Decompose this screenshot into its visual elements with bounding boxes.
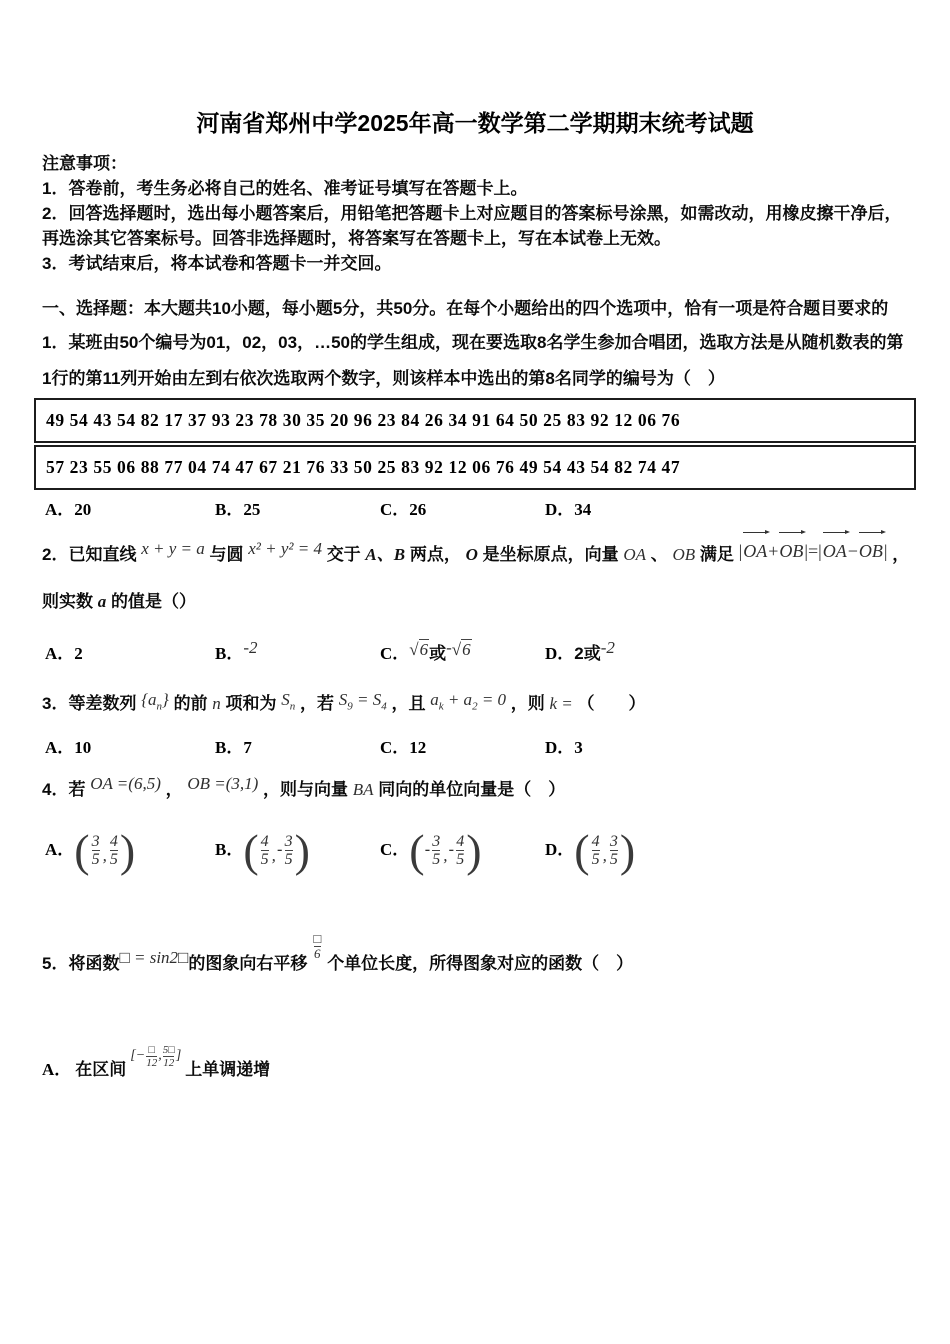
vector-ob: OB <box>672 545 696 564</box>
random-number-table <box>34 398 916 490</box>
q1-option-b: B．25 <box>215 500 261 519</box>
sequence-an: $\{a_n\}$ <box>141 690 169 713</box>
fraction: $\frac{3}{5}$ <box>609 832 618 868</box>
q1-option-a: A．20 <box>45 500 92 519</box>
q4-option-b: B． ( $\frac{4}{5}$ , - $\frac{3}{5}$ ) <box>215 825 310 876</box>
sum-sn: $S_n$ <box>281 690 296 713</box>
question-2-line-1: 2．已知直线 x + y = a 与圆 x² + y² = 4 交于 A、B 两点， O 是坐标原点，向量 OA 、 OB 满足 |OA+OB|=|OA−OB| ， <box>42 537 908 571</box>
vec-ob: OB <box>858 534 884 568</box>
q2-option-c: C．√6或-√6 <box>380 638 471 663</box>
q4-option-d: D． ( $\frac{4}{5}$ , $\frac{3}{5}$ ) <box>545 825 636 876</box>
table-row-1: 49 54 43 54 82 17 37 93 23 78 30 35 20 96 23 84 26 34 91 64 50 25 83 92 12 06 76 <box>34 398 916 443</box>
fraction: $\frac{4}{5}$ <box>109 832 118 868</box>
q2-option-d: D．2或-2 <box>545 638 615 663</box>
fraction: $\frac{3}{5}$ <box>432 832 441 868</box>
interval-expression: [− $\frac{□}{12}$ , $\frac{5□}{12}$ ] <box>130 1043 182 1069</box>
question-1-options <box>42 497 908 523</box>
exam-title: 河南省郑州中学2025年高一数学第二学期期末统考试题 <box>196 110 754 136</box>
q2-option-a: A．2 <box>45 644 83 663</box>
var-a: a <box>97 592 107 611</box>
fraction: $\frac{□}{12}$ <box>146 1043 158 1069</box>
fraction: $\frac{3}{5}$ <box>284 832 293 868</box>
origin-o: O <box>465 545 478 564</box>
fraction: $\frac{4}{5}$ <box>260 832 269 868</box>
q3-option-c: C．12 <box>380 738 427 757</box>
ak-plus-a2: $a_k + a_2 = 0$ <box>430 690 507 713</box>
pi-over-6-fraction: $\frac{□}{6}$ <box>313 931 322 961</box>
fraction: $\frac{4}{5}$ <box>591 832 600 868</box>
question-1-line-2: 1行的第11列开始由左到右依次选取两个数字，则该样本中选出的第8名同学的编号为（ ） <box>42 369 725 388</box>
question-1-line-1: 1．某班由50个编号为01，02，03，…50的学生组成，现在要选取8名学生参加合唱团，选取方法是从随机数表的第 <box>42 333 904 352</box>
fraction: $\frac{3}{5}$ <box>91 832 100 868</box>
function-sin2x: □ = sin2□ <box>119 948 189 967</box>
question-2-line-2: 则实数 a 的值是（） <box>42 592 196 611</box>
q4-option-a: A． ( $\frac{3}{5}$ , $\frac{4}{5}$ ) <box>45 825 136 876</box>
notice-line-1: 1．答卷前，考生务必将自己的姓名、准考证号填写在答题卡上。 <box>42 179 528 198</box>
vec-oa: OA <box>822 534 848 568</box>
q1-option-d: D．34 <box>545 500 592 519</box>
q3-option-d: D．3 <box>545 738 583 757</box>
question-4-line: 4．若 OA =(6,5) ， OB =(3,1) ，则与向量 BA 同向的单位向量是（ ） <box>42 774 566 799</box>
section-1-heading: 一、选择题：本大题共10小题，每小题5分，共50分。在每个小题给出的四个选项中，恰有一项是符合题目要求的 <box>42 299 889 318</box>
notice-line-2: 2．回答选择题时，选出每小题答案后，用铅笔把答题卡上对应题目的答案标号涂黑，如需改动，用橡皮擦干净后， <box>42 204 902 223</box>
fraction: $\frac{4}{5}$ <box>456 832 465 868</box>
vector-oa: OA <box>623 545 646 564</box>
var-n: n <box>212 694 221 713</box>
question-5-line: 5．将函数 □ = sin2□ 的图象向右平移 $\frac{□}{6}$ 个单位长度，所得图象对应的函数（ ） <box>42 931 634 973</box>
question-4-options <box>42 821 908 879</box>
q3-option-b: B．7 <box>215 738 252 757</box>
q3-option-a: A．10 <box>45 738 92 757</box>
vector-oa-coords: OA =(6,5) <box>90 774 161 793</box>
s9-equals-s4: $S_9 = S_4$ <box>338 690 387 713</box>
question-2-options <box>42 633 908 667</box>
notice-line-3: 3．考试结束后，将本试卷和答题卡一并交回。 <box>42 254 392 273</box>
question-3-options <box>42 735 908 761</box>
vector-ob-coords: OB =(3,1) <box>187 774 259 793</box>
var-k: k = <box>549 694 573 713</box>
q4-option-c: C． ( - $\frac{3}{5}$ , - $\frac{4}{5}$ ) <box>380 825 482 876</box>
sqrt-6: √6 <box>409 640 429 659</box>
notice-line-2-cont: 再选涂其它答案标号。回答非选择题时，将答案写在答题卡上，写在本试卷上无效。 <box>42 229 671 248</box>
vector-ba: BA <box>352 780 374 799</box>
table-row-2: 57 23 55 06 88 77 04 74 47 67 21 76 33 50 25 83 92 12 06 76 49 54 43 54 82 74 47 <box>34 445 916 490</box>
notice-heading: 注意事项： <box>42 154 127 173</box>
vec-oa: OA <box>742 534 768 568</box>
vec-ob: OB <box>778 534 804 568</box>
question-5-option-a: A． 在区间 [− $\frac{□}{12}$ , $\frac{5□}{12}$ ] 上单调递增 <box>42 1043 271 1079</box>
vector-equation: |OA+OB|=|OA−OB| <box>739 541 888 561</box>
circle-equation: x² + y² = 4 <box>248 539 322 558</box>
line-equation: x + y = a <box>141 539 205 558</box>
q1-option-c: C．26 <box>380 500 427 519</box>
sqrt-6: √6 <box>451 640 471 659</box>
q2-option-b: B．-2 <box>215 638 258 663</box>
points-ab: A、B <box>365 545 406 564</box>
question-3-line: 3．等差数列 $\{a_n\}$ 的前 n 项和为 $S_n$ ，若 $S_9 = S_4$ ，且 $a_k + a_2 = 0$ ，则 k = （ ） <box>42 690 646 713</box>
fraction: $\frac{5□}{12}$ <box>162 1043 175 1069</box>
